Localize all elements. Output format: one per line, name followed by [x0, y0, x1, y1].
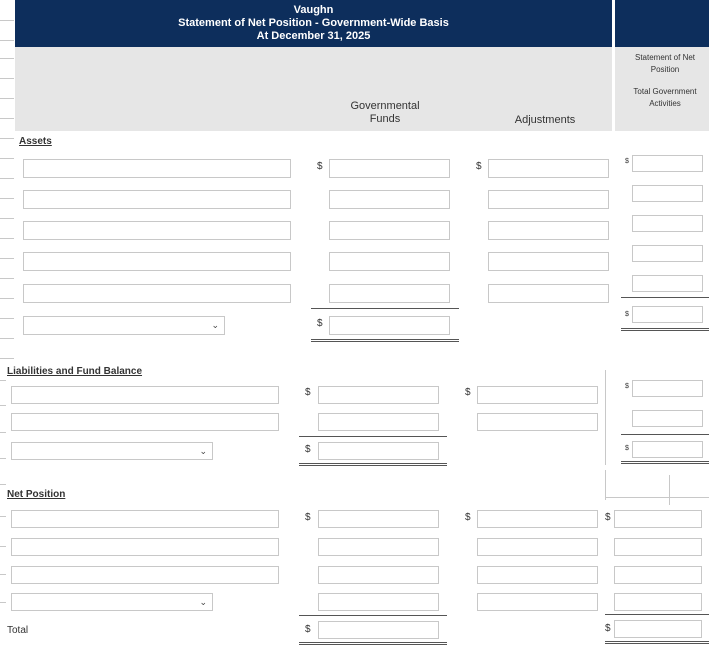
net-position-adjustment-input[interactable]	[477, 510, 598, 528]
dollar-sign: $	[317, 161, 323, 172]
margin-tick	[0, 380, 6, 381]
net-position-gov-funds-input[interactable]	[318, 538, 439, 556]
side-total-assets-input[interactable]	[632, 306, 703, 323]
side-divider	[605, 470, 606, 500]
dollar-sign: $	[605, 512, 611, 523]
net-position-adjustment-input[interactable]	[477, 593, 598, 611]
margin-tick	[0, 338, 14, 339]
total-double-rule	[621, 328, 709, 331]
margin-tick	[0, 58, 14, 59]
subtotal-rule	[605, 614, 709, 615]
total-double-rule	[299, 642, 447, 645]
margin-tick	[0, 405, 6, 406]
asset-adjustment-input[interactable]	[488, 284, 609, 303]
margin-tick	[0, 574, 6, 575]
dollar-sign: $	[625, 311, 629, 318]
dollar-sign: $	[305, 512, 311, 523]
total-double-rule	[311, 339, 459, 342]
asset-name-input[interactable]	[23, 159, 291, 178]
margin-tick	[0, 358, 14, 359]
asset-gov-funds-input[interactable]	[329, 252, 450, 271]
subtotal-rule	[621, 297, 709, 298]
side-header	[615, 0, 709, 47]
total-double-rule	[299, 463, 447, 466]
net-position-adjustment-input[interactable]	[477, 566, 598, 584]
total-assets-gov-funds-input[interactable]	[329, 316, 450, 335]
dollar-sign: $	[305, 387, 311, 398]
side-total-header: Total Government Activities	[633, 87, 697, 108]
total-double-rule	[621, 461, 709, 464]
side-total-liabilities-input[interactable]	[632, 441, 703, 458]
side-divider	[669, 475, 670, 505]
net-position-adjustment-input[interactable]	[477, 538, 598, 556]
margin-tick	[0, 158, 14, 159]
dollar-sign: $	[305, 624, 311, 635]
subtotal-rule	[299, 615, 447, 616]
total-gov-funds-input[interactable]	[318, 621, 439, 639]
side-divider	[605, 370, 606, 465]
total-label: Total	[7, 625, 29, 636]
margin-tick	[0, 218, 14, 219]
net-position-gov-funds-input[interactable]	[318, 510, 439, 528]
liability-name-input[interactable]	[11, 413, 279, 431]
net-position-name-input[interactable]	[11, 566, 279, 584]
net-position-name-input[interactable]	[11, 510, 279, 528]
liability-gov-funds-input[interactable]	[318, 413, 439, 431]
net-position-gov-funds-input[interactable]	[318, 593, 439, 611]
margin-tick	[0, 602, 6, 603]
dollar-sign: $	[317, 318, 323, 329]
asset-gov-funds-input[interactable]	[329, 284, 450, 303]
margin-tick	[0, 484, 6, 485]
subtotal-rule	[311, 308, 459, 309]
side-asset-total-input[interactable]	[632, 155, 703, 172]
liabilities-heading: Liabilities and Fund Balance	[7, 366, 143, 377]
dollar-sign: $	[305, 444, 311, 455]
margin-tick	[0, 298, 14, 299]
margin-tick	[0, 458, 6, 459]
margin-tick	[0, 258, 14, 259]
side-asset-total-input[interactable]	[632, 185, 703, 202]
margin-tick	[0, 118, 14, 119]
asset-gov-funds-input[interactable]	[329, 190, 450, 209]
dollar-sign: $	[476, 161, 482, 172]
margin-tick	[0, 432, 6, 433]
dollar-sign: $	[465, 387, 471, 398]
dollar-sign: $	[625, 158, 629, 165]
net-position-select[interactable]	[11, 593, 213, 611]
total-double-rule	[605, 641, 709, 644]
net-position-total-input[interactable]	[614, 593, 702, 611]
margin-tick	[0, 40, 14, 41]
asset-adjustment-input[interactable]	[488, 252, 609, 271]
margin-tick	[0, 546, 6, 547]
margin-tick	[0, 516, 6, 517]
dollar-sign: $	[625, 445, 629, 452]
side-asset-total-input[interactable]	[632, 215, 703, 232]
governmental-funds-header: Governmental Funds	[350, 100, 420, 125]
net-position-heading: Net Position	[7, 489, 66, 500]
adjustments-header: Adjustments	[514, 114, 576, 126]
chevron-down-icon: ⌄	[199, 597, 207, 607]
subtotal-rule	[299, 436, 447, 437]
margin-tick	[0, 278, 14, 279]
total-liabilities-select[interactable]	[11, 442, 213, 460]
subtotal-rule	[621, 434, 709, 435]
margin-tick	[0, 78, 14, 79]
side-asset-total-input[interactable]	[632, 245, 703, 262]
side-asset-total-input[interactable]	[632, 275, 703, 292]
margin-tick	[0, 198, 14, 199]
liability-adjustment-input[interactable]	[477, 413, 598, 431]
net-position-total-input[interactable]	[614, 566, 702, 584]
side-rule	[605, 497, 709, 498]
margin-tick	[0, 238, 14, 239]
net-position-total-input[interactable]	[614, 510, 702, 528]
asset-gov-funds-input[interactable]	[329, 159, 450, 178]
liability-adjustment-input[interactable]	[477, 386, 598, 404]
net-position-name-input[interactable]	[11, 538, 279, 556]
chevron-down-icon: ⌄	[199, 446, 207, 456]
statement-title: Statement of Net Position - Government-Wide Basis	[178, 17, 449, 29]
liability-name-input[interactable]	[11, 386, 279, 404]
net-position-gov-funds-input[interactable]	[318, 566, 439, 584]
chevron-down-icon: ⌄	[211, 320, 219, 330]
side-statement-title: Statement of Net Position	[634, 53, 696, 74]
net-position-total-input[interactable]	[614, 538, 702, 556]
asset-name-input[interactable]	[23, 221, 291, 240]
dollar-sign: $	[605, 623, 611, 634]
asset-adjustment-input[interactable]	[488, 190, 609, 209]
statement-date: At December 31, 2025	[256, 30, 371, 42]
liability-gov-funds-input[interactable]	[318, 386, 439, 404]
asset-adjustment-input[interactable]	[488, 159, 609, 178]
margin-tick	[0, 178, 14, 179]
asset-adjustment-input[interactable]	[488, 221, 609, 240]
assets-heading: Assets	[19, 136, 52, 147]
asset-name-input[interactable]	[23, 252, 291, 271]
dollar-sign: $	[465, 512, 471, 523]
total-activities-input[interactable]	[614, 620, 702, 638]
company-name: Vaughn	[293, 4, 334, 16]
asset-gov-funds-input[interactable]	[329, 221, 450, 240]
statement-header	[15, 0, 612, 47]
total-liabilities-gov-funds-input[interactable]	[318, 442, 439, 460]
asset-name-input[interactable]	[23, 284, 291, 303]
margin-tick	[0, 318, 14, 319]
margin-tick	[0, 138, 14, 139]
side-liability-total-input[interactable]	[632, 410, 703, 427]
margin-tick	[0, 20, 14, 21]
side-liability-total-input[interactable]	[632, 380, 703, 397]
asset-name-input[interactable]	[23, 190, 291, 209]
dollar-sign: $	[625, 383, 629, 390]
total-assets-select[interactable]	[23, 316, 225, 335]
margin-tick	[0, 98, 14, 99]
